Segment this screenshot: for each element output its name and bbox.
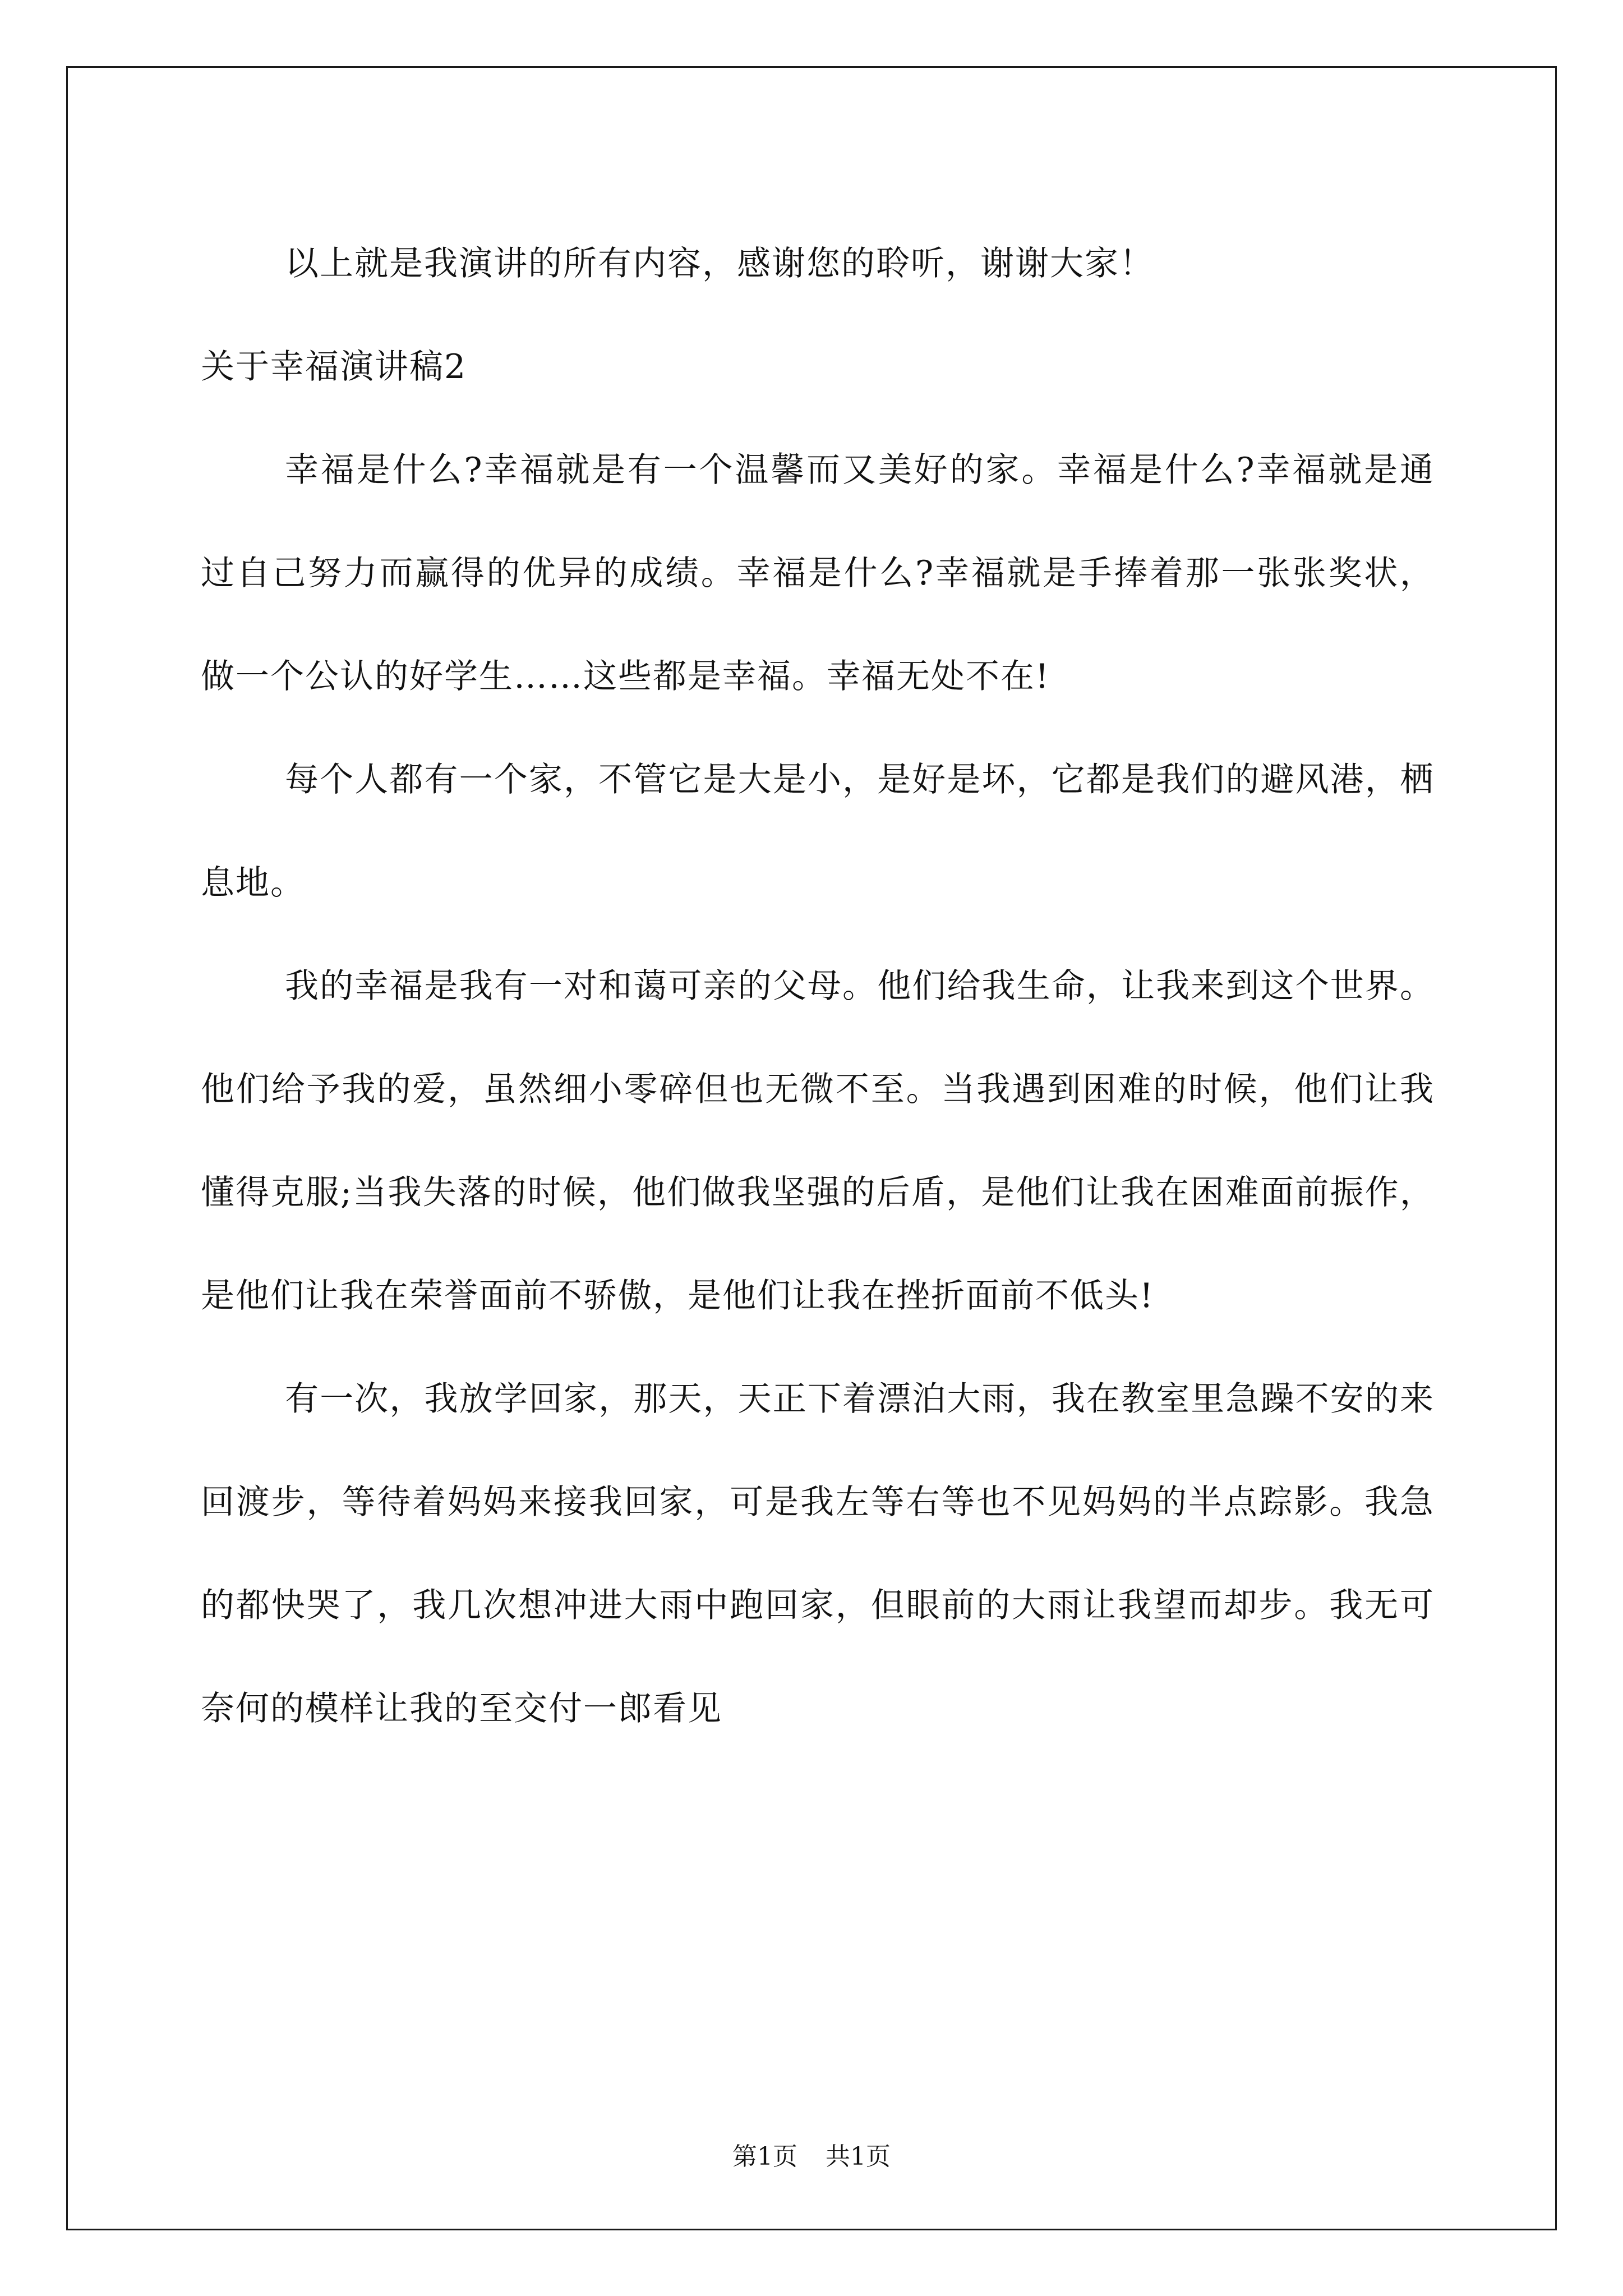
paragraph-rainy-day: 有一次，我放学回家，那天，天正下着漂泊大雨，我在教室里急躁不安的来回渡步，等待着妈妈来接我回家，可是我左等右等也不见妈妈的半点踪影。我急的都快哭了，我几次想冲进大雨中跑回家，但眼前的大雨让我望而却步。我无可奈何的模样让我的至交付一郎看见 (201, 1379, 1435, 1728)
paragraph-parents: 我的幸福是我有一对和蔼可亲的父母。他们给我生命，让我来到这个世界。他们给予我的爱，虽然细小零碎但也无微不至。当我遇到困难的时候，他们让我懂得克服;当我失落的时候，他们做我坚强的后盾，是他们让我在困难面前振作，是他们让我在荣誉面前不骄傲，是他们让我在挫折面前不低头! (201, 967, 1435, 1315)
paragraph-what-is-happiness: 幸福是什么?幸福就是有一个温馨而又美好的家。幸福是什么?幸福就是通过自己努力而赢得的优异的成绩。幸福是什么?幸福就是手捧着那一张张奖状，做一个公认的好学生……这些都是幸福。幸福无处不在! (201, 450, 1435, 696)
page-number: 第1页 (732, 2142, 797, 2171)
paragraph-closing: 以上就是我演讲的所有内容，感谢您的聆听，谢谢大家！ (285, 244, 1154, 283)
page-footer (0, 2136, 1623, 2172)
page-total: 共1页 (826, 2142, 891, 2171)
section-heading: 关于幸福演讲稿2 (201, 347, 467, 386)
document-body (201, 212, 1435, 1760)
paragraph-family-home: 每个人都有一个家，不管它是大是小，是好是坏，它都是我们的避风港，栖息地。 (201, 760, 1435, 903)
